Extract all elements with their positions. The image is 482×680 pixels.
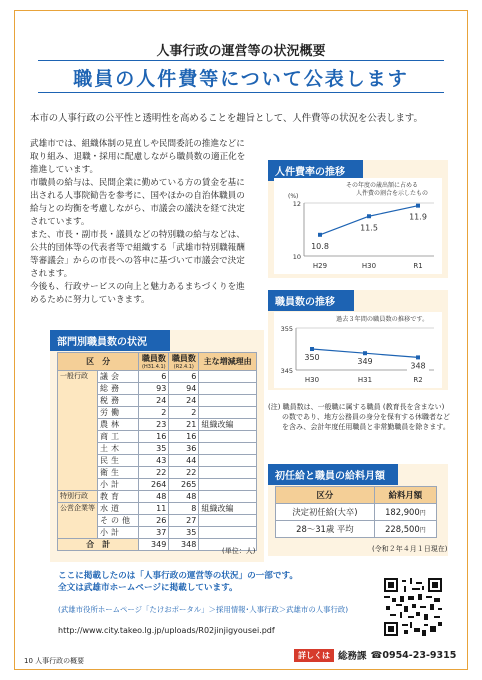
salary-row-amount [374, 504, 436, 521]
intro-text: 本市の人事行政の公平性と透明性を高めることを趣旨として、人件費等の状況を公表します。 [30, 113, 423, 124]
salary-row [276, 521, 437, 538]
dept-r2-cell: 35 [169, 527, 199, 539]
dept-h31-cell: 35 [139, 443, 169, 455]
dept-table [57, 352, 257, 551]
dept-unit-note: (単位：人) [222, 547, 256, 555]
title-rule-top [38, 60, 444, 61]
personnel-cost-chart [274, 178, 442, 274]
dept-r2-cell: 36 [169, 443, 199, 455]
salary-amount-unit: 円 [419, 510, 426, 517]
footer-notice [58, 570, 298, 594]
dept-h31-cell: 6 [139, 371, 169, 383]
salary-row-label: 28～31歳 平均 [276, 521, 375, 538]
dept-category-cell: 一般行政 [58, 371, 98, 491]
salary-date-note: (令和２年４月１日現在) [372, 545, 448, 553]
dept-col-reason: 主な増減理由 [199, 353, 257, 371]
salary-col-category: 区分 [276, 487, 375, 504]
dept-h31-cell: 43 [139, 455, 169, 467]
title-rule-bottom [38, 92, 444, 93]
dept-reason-cell [199, 443, 257, 455]
staff-note-line: (注) 職員数は、一般職に属する職員 (教育長を含まない) [268, 403, 445, 411]
detail-badge: 詳しくは [294, 649, 334, 662]
dept-total-h31: 349 [139, 539, 169, 551]
data-point [416, 355, 420, 359]
salary-heading: 初任給と職員の給料月額 [268, 464, 398, 485]
personnel-cost-panel [268, 160, 448, 278]
dept-reason-cell [199, 467, 257, 479]
staff-count-chart-box [274, 312, 442, 388]
data-label: 350 [304, 353, 320, 362]
dept-reason-cell [199, 527, 257, 539]
dept-h31-cell: 26 [139, 515, 169, 527]
dept-name-cell: 教育 [98, 491, 139, 503]
dept-h31-cell: 48 [139, 491, 169, 503]
dept-col-r2-label: 職員数 [171, 354, 196, 363]
dept-col-h31 [139, 353, 169, 371]
x-tick-label: R2 [413, 376, 423, 384]
salary-row [276, 504, 437, 521]
dept-reason-cell [199, 479, 257, 491]
dept-h31-cell: 93 [139, 383, 169, 395]
dept-h31-cell: 23 [139, 419, 169, 431]
salary-table [275, 486, 437, 538]
x-tick-label: H31 [357, 376, 373, 384]
dept-h31-cell: 16 [139, 431, 169, 443]
staff-count-panel [268, 290, 448, 390]
dept-r2-cell: 27 [169, 515, 199, 527]
y-tick-label: 355 [280, 325, 293, 333]
personnel-unit-label: (%) [288, 193, 299, 200]
dept-r2-cell: 44 [169, 455, 199, 467]
dept-r2-cell: 21 [169, 419, 199, 431]
x-tick-label: H30 [361, 262, 377, 270]
dept-total-label: 合 計 [58, 539, 139, 551]
dept-r2-cell: 8 [169, 503, 199, 515]
data-point [416, 204, 420, 208]
dept-name-cell: 議会 [98, 371, 139, 383]
dept-reason-cell [199, 407, 257, 419]
body-paragraph: 市職員の給与は、民間企業に勤めている方の賃金を基に出される人事院勧告を参考に、国やほかの自治体職員の給与との均衡を考慮しながら、市議会の議決を経て決定されています。 [30, 178, 245, 227]
dept-reason-cell [199, 431, 257, 443]
dept-r2-cell: 48 [169, 491, 199, 503]
page-title: 職員の人件費等について公表します [73, 68, 409, 90]
dept-h31-cell: 22 [139, 467, 169, 479]
dept-h31-cell: 264 [139, 479, 169, 491]
dept-r2-cell: 94 [169, 383, 199, 395]
dept-reason-cell [199, 395, 257, 407]
footer-path: (武雄市役所ホームページ「たけおポータル」＞採用情報･人事行政＞武雄市の人事行政) [58, 605, 349, 614]
dept-reason-cell: 組織改編 [199, 503, 257, 515]
dept-reason-cell [199, 383, 257, 395]
staff-count-heading: 職員数の推移 [268, 290, 354, 311]
dept-name-cell: その他 [98, 515, 139, 527]
dept-name-cell: 税務 [98, 395, 139, 407]
salary-amount-value: 182,900 [385, 507, 420, 517]
data-label: 11.5 [360, 223, 378, 233]
data-point [310, 347, 314, 351]
personnel-annotation-line: 人件費の割合を示したもの [356, 190, 429, 197]
dept-heading: 部門別職員数の状況 [50, 330, 170, 351]
dept-r2-cell: 22 [169, 467, 199, 479]
staff-note-line: を含み、会計年度任用職員と非常勤職員を除きます。 [282, 423, 450, 431]
salary-amount-value: 228,500 [385, 524, 420, 534]
contact-phone[interactable]: ☎0954-23-9315 [370, 649, 457, 661]
dept-h31-cell: 11 [139, 503, 169, 515]
data-label: 10.8 [311, 241, 329, 251]
dept-category-cell: 公営企業等 [58, 503, 98, 539]
y-tick-label: 345 [280, 367, 293, 375]
x-tick-label: H29 [312, 262, 328, 270]
body-paragraph: 今後も、行政サービスの向上と魅力あるまちづくりを進めるために努力していきます。 [30, 282, 245, 305]
staff-note [268, 402, 450, 432]
dept-name-cell: 小計 [98, 479, 139, 491]
dept-col-h31-date: (H31.4.1) [142, 364, 166, 370]
footer-line: 全文は武雄市ホームページに掲載しています。 [58, 583, 238, 593]
dept-name-cell: 水道 [98, 503, 139, 515]
dept-col-r2 [169, 353, 199, 371]
dept-r2-cell: 16 [169, 431, 199, 443]
dept-table-row [58, 371, 257, 383]
page-subtitle: 人事行政の運営等の状況概要 [156, 44, 326, 59]
dept-name-cell: 労働 [98, 407, 139, 419]
staff-note-line: の数であり、地方公務員の身分を保有する休職者など [282, 413, 450, 421]
footer-line: ここに掲載したのは「人事行政の運営等の状況」の一部です。 [58, 571, 298, 581]
dept-reason-cell [199, 371, 257, 383]
salary-col-amount: 給料月額 [374, 487, 436, 504]
data-point [363, 351, 367, 355]
salary-row-label: 決定初任給(大卒) [276, 504, 375, 521]
personnel-cost-chart-box [274, 178, 442, 274]
y-tick-label: 10 [292, 253, 301, 261]
dept-table-row [58, 503, 257, 515]
personnel-cost-heading: 人件費率の推移 [268, 160, 363, 181]
dept-col-h31-label: 職員数 [141, 354, 166, 363]
dept-h31-cell: 2 [139, 407, 169, 419]
dept-reason-cell: 組織改編 [199, 419, 257, 431]
dept-r2-cell: 2 [169, 407, 199, 419]
dept-r2-cell: 24 [169, 395, 199, 407]
dept-header-row [58, 353, 257, 371]
dept-r2-cell: 6 [169, 371, 199, 383]
y-tick-label: 12 [292, 200, 301, 208]
dept-name-cell: 民生 [98, 455, 139, 467]
page-footer-label: 10 人事行政の概要 [24, 657, 85, 665]
dept-reason-cell [199, 455, 257, 467]
dept-reason-cell [199, 491, 257, 503]
x-tick-label: R1 [413, 262, 423, 270]
contact-dept: 総務課 [338, 651, 367, 662]
dept-total-r2: 348 [169, 539, 199, 551]
salary-amount-unit: 円 [419, 527, 426, 534]
personnel-annotation-line: その年度の歳出額に占める [346, 182, 419, 189]
salary-header-row [276, 487, 437, 504]
x-tick-label: H30 [304, 376, 320, 384]
dept-reason-cell [199, 515, 257, 527]
body-text [30, 138, 252, 307]
data-label: 348 [410, 361, 426, 371]
dept-h31-cell: 37 [139, 527, 169, 539]
body-paragraph: また、市長・副市長・議員などの特別職の給与などは、公共的団体等の代表者等で組織する「武雄市特別職報酬等審議会」からの市長への答申に基づいて市議会で決定されます。 [30, 230, 245, 279]
contact-info [294, 648, 456, 662]
data-point [367, 214, 371, 218]
dept-h31-cell: 24 [139, 395, 169, 407]
dept-table-row [58, 491, 257, 503]
staff-annotation: 過去３年間の職員数の推移です。 [336, 316, 429, 323]
footer-url-link[interactable]: http://www.city.takeo.lg.jp/uploads/R02jinjigyousei.pdf [58, 626, 275, 635]
data-label: 11.9 [409, 212, 427, 222]
data-label: 349 [357, 357, 373, 367]
qr-code-icon[interactable] [384, 578, 442, 636]
dept-name-cell: 総務 [98, 383, 139, 395]
dept-col-category: 区 分 [58, 353, 139, 371]
dept-name-cell: 土木 [98, 443, 139, 455]
staff-count-chart [274, 312, 442, 388]
body-paragraph: 武雄市では、組織体制の見直しや民間委託の推進などに取り組み、退職・採用に配慮しながら職員数の適正化を推進しています。 [30, 139, 246, 175]
dept-name-cell: 衛生 [98, 467, 139, 479]
dept-r2-cell: 265 [169, 479, 199, 491]
dept-name-cell: 農林 [98, 419, 139, 431]
dept-category-cell: 特別行政 [58, 491, 98, 503]
data-point [318, 233, 322, 237]
salary-row-amount [374, 521, 436, 538]
dept-name-cell: 商工 [98, 431, 139, 443]
dept-col-r2-date: (R2.4.1) [173, 364, 194, 370]
dept-name-cell: 小計 [98, 527, 139, 539]
